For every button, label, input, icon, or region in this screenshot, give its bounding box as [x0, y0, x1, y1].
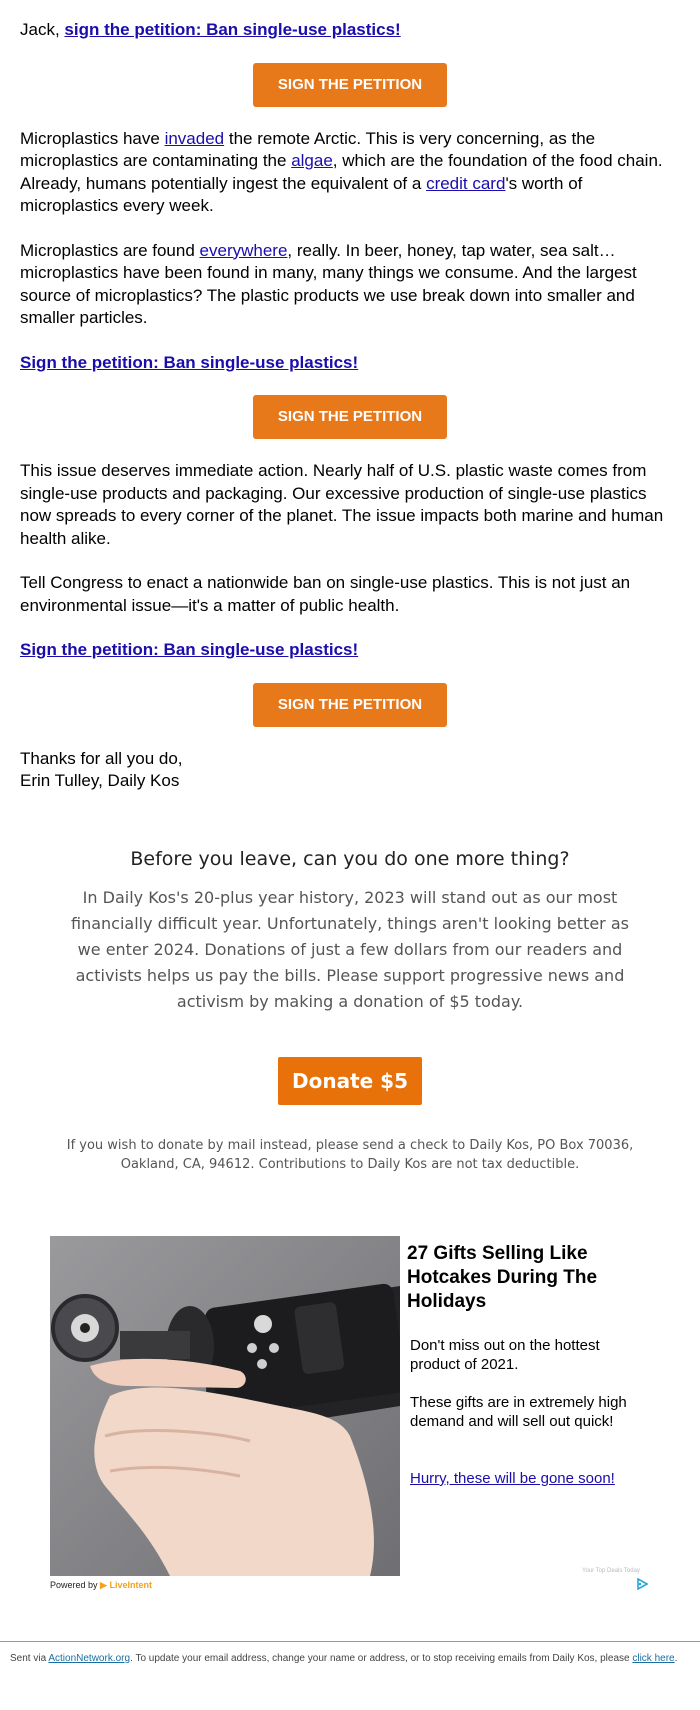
petition-link-line-1	[20, 352, 680, 375]
donate-button[interactable]: Donate $5	[278, 1057, 422, 1105]
text: 's worth of microplastics every week.	[20, 173, 583, 215]
invaded-link[interactable]: invaded	[164, 128, 225, 148]
text: . To update your email address, change your name or address, or to stop receiving emails from Daily Kos, please	[130, 1653, 633, 1664]
unsubscribe-link[interactable]: click here	[632, 1653, 675, 1664]
liveintent-brand: LiveIntent	[109, 1580, 152, 1590]
text: , really. In beer, honey, tap water, sea salt… microplastics have been found in many, many things we consume. And the largest source of microplastics? The plastic products we use break down into smaller and smaller particles.	[20, 240, 637, 327]
sign-button-row-1	[20, 63, 680, 107]
actionnetwork-link[interactable]: ActionNetwork.org	[48, 1653, 131, 1664]
ad-title[interactable]: 27 Gifts Selling Like Hotcakes During The Holidays	[407, 1243, 598, 1312]
greeting-line	[20, 19, 680, 42]
credit-card-link[interactable]: credit card	[426, 173, 506, 193]
donate-button-row	[60, 1057, 640, 1105]
donation-appeal	[60, 847, 640, 1105]
text: Microplastics have	[20, 128, 165, 148]
text: Microplastics are found	[20, 240, 200, 260]
ad-small-label: Your Top Deals Today	[582, 1568, 640, 1574]
text: .	[674, 1653, 678, 1664]
mail-donation-note: If you wish to donate by mail instead, please send a check to Daily Kos, PO Box 70036, Oakland, CA, 94612. Contributions to Daily Kos are not tax deductible.	[66, 1138, 634, 1172]
appeal-title: Before you leave, can you do one more thing?	[130, 848, 570, 870]
ad-text-2: These gifts are in extremely high demand and will sell out quick!	[410, 1394, 627, 1430]
email-footer	[0, 1641, 700, 1666]
greeting-name: Jack,	[20, 20, 60, 39]
algae-link[interactable]: algae	[291, 151, 333, 170]
sign-button-row-2	[20, 395, 680, 439]
ad-cta-link[interactable]: Hurry, these will be gone soon!	[410, 1470, 615, 1487]
liveintent-logo: ▶	[100, 1580, 107, 1590]
footer-text	[0, 1642, 700, 1666]
sponsored-ad[interactable]	[50, 1236, 660, 1596]
tripod-hand-illustration	[50, 1236, 400, 1576]
signoff	[20, 748, 680, 793]
sign-petition-button-2[interactable]: SIGN THE PETITION	[253, 395, 447, 439]
text: , which are the foundation of the food chain. Already, humans potentially ingest the equivalent of a	[20, 151, 663, 193]
sign-button-row-3	[20, 683, 680, 727]
powered-by-label: Powered by	[50, 1580, 98, 1590]
petition-link-2[interactable]: Sign the petition: Ban single-use plastics!	[20, 640, 359, 659]
signoff-line-2: Erin Tulley, Daily Kos	[20, 771, 180, 790]
sign-petition-button-3[interactable]: SIGN THE PETITION	[253, 683, 447, 727]
paragraph-immediate-action: This issue deserves immediate action. Nearly half of U.S. plastic waste comes from single-use products and packaging. Our excessive production of single-use plastics now spreads to every corner of the planet. The issue impacts both marine and human health alike.	[20, 461, 664, 548]
ad-text-1: Don't miss out on the hottest product of 2021.	[410, 1337, 600, 1373]
text: Sent via	[10, 1653, 49, 1664]
petition-link-1[interactable]: Sign the petition: Ban single-use plastics!	[20, 352, 359, 372]
text: the remote Arctic. This is very concerning, as the microplastics are contaminating the	[20, 128, 596, 170]
everywhere-link[interactable]: everywhere	[199, 240, 288, 260]
paragraph-everywhere	[20, 240, 680, 330]
paragraph-congress: Tell Congress to enact a nationwide ban on single-use plastics. This is not just an environmental issue—it's a matter of public health.	[20, 573, 631, 615]
ad-product-image[interactable]	[50, 1236, 400, 1576]
appeal-body: In Daily Kos's 20-plus year history, 2023 will stand out as our most financially difficult year. Unfortunately, things aren't looking better as we enter 2024. Donations of just a few dollars from our readers and activists helps us pay the bills. Please support progressive news and activism by making a donation of $5 today.	[71, 888, 629, 1011]
powered-by-liveintent[interactable]	[50, 1580, 152, 1591]
sign-petition-button-1[interactable]: SIGN THE PETITION	[253, 63, 447, 107]
greeting-petition-link[interactable]: sign the petition: Ban single-use plastics!	[64, 20, 401, 39]
petition-link-line-2	[20, 639, 680, 662]
email-body	[20, 0, 680, 793]
signoff-line-1: Thanks for all you do,	[20, 748, 183, 768]
adchoices-icon[interactable]	[636, 1578, 648, 1590]
paragraph-arctic	[20, 128, 680, 218]
